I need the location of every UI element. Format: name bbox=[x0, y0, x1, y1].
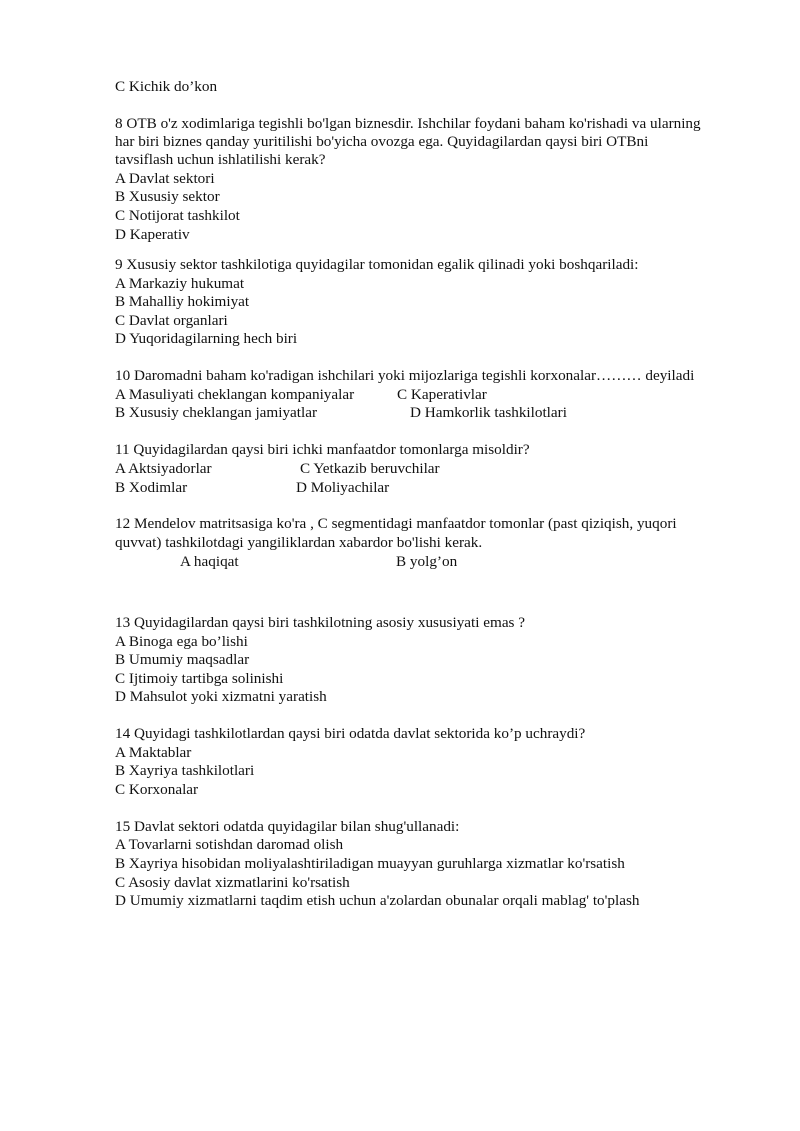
question-13-option-c: C Ijtimoiy tartibga solinishi bbox=[115, 670, 284, 687]
question-8-option-d: D Kaperativ bbox=[115, 226, 190, 243]
question-8-option-b: B Xususiy sektor bbox=[115, 188, 220, 205]
question-15-option-b: B Xayriya hisobidan moliyalashtiriladigan muayyan guruhlarga xizmatlar ko'rsatish bbox=[115, 855, 625, 872]
question-14-option-b: B Xayriya tashkilotlari bbox=[115, 762, 255, 779]
question-11-option-b: B Xodimlar bbox=[115, 479, 188, 496]
question-15-option-a: A Tovarlarni sotishdan daromad olish bbox=[115, 836, 344, 853]
question-9-option-b: B Mahalliy hokimiyat bbox=[115, 293, 250, 310]
question-8-text: tavsiflash uchun ishlatilishi kerak? bbox=[115, 151, 326, 168]
question-15-option-c: C Asosiy davlat xizmatlarini ko'rsatish bbox=[115, 874, 350, 891]
question-11-option-d: D Moliyachilar bbox=[296, 479, 390, 496]
question-12-text: quvvat) tashkilotdagi yangiliklardan xabardor bo'lishi kerak. bbox=[115, 534, 483, 551]
question-8-text: 8 OTB o'z xodimlariga tegishli bo'lgan biznesdir. Ishchilar foydani baham ko'rishadi va ularning bbox=[115, 115, 701, 132]
question-10-option-d: D Hamkorlik tashkilotlari bbox=[410, 404, 567, 421]
question-11-option-a: A Aktsiyadorlar bbox=[115, 460, 212, 477]
question-10-text: 10 Daromadni baham ko'radigan ishchilari yoki mijozlariga tegishli korxonalar……… deyiladi bbox=[115, 367, 695, 384]
question-11-option-c: C Yetkazib beruvchilar bbox=[300, 460, 440, 477]
question-10-option-a: A Masuliyati cheklangan kompaniyalar bbox=[115, 386, 355, 403]
question-13-option-d: D Mahsulot yoki xizmatni yaratish bbox=[115, 688, 327, 705]
question-12-option-a: A haqiqat bbox=[180, 553, 239, 570]
question-8-option-c: C Notijorat tashkilot bbox=[115, 207, 240, 224]
question-14-text: 14 Quyidagi tashkilotlardan qaysi biri odatda davlat sektorida ko’p uchraydi? bbox=[115, 725, 586, 742]
question-12-option-b: B yolg’on bbox=[396, 553, 458, 570]
question-8-option-a: A Davlat sektori bbox=[115, 170, 215, 187]
question-13-text: 13 Quyidagilardan qaysi biri tashkilotning asosiy xususiyati emas ? bbox=[115, 614, 526, 631]
question-15-option-d: D Umumiy xizmatlarni taqdim etish uchun a'zolardan obunalar orqali mablag' to'plash bbox=[115, 892, 640, 909]
option-text: C Kichik do’kon bbox=[115, 78, 218, 95]
question-15-text: 15 Davlat sektori odatda quyidagilar bilan shug'ullanadi: bbox=[115, 818, 460, 835]
question-9-option-a: A Markaziy hukumat bbox=[115, 275, 245, 292]
question-9-option-c: C Davlat organlari bbox=[115, 312, 228, 329]
question-9-text: 9 Xususiy sektor tashkilotiga quyidagilar tomonidan egalik qilinadi yoki boshqariladi: bbox=[115, 256, 639, 273]
question-13-option-a: A Binoga ega bo’lishi bbox=[115, 633, 248, 650]
question-11-text: 11 Quyidagilardan qaysi biri ichki manfaatdor tomonlarga misoldir? bbox=[115, 441, 530, 458]
question-14-option-a: A Maktablar bbox=[115, 744, 192, 761]
question-8-text: har biri biznes qanday yuritilishi bo'yicha ovozga ega. Quyidagilardan qaysi biri OTBni bbox=[115, 133, 649, 150]
question-12-text: 12 Mendelov matritsasiga ko'ra , C segmentidagi manfaatdor tomonlar (past qiziqish, yuqori bbox=[115, 515, 677, 532]
question-10-option-c: C Kaperativlar bbox=[397, 386, 487, 403]
question-10-option-b: B Xususiy cheklangan jamiyatlar bbox=[115, 404, 318, 421]
question-9-option-d: D Yuqoridagilarning hech biri bbox=[115, 330, 298, 347]
question-13-option-b: B Umumiy maqsadlar bbox=[115, 651, 250, 668]
question-14-option-c: C Korxonalar bbox=[115, 781, 199, 798]
